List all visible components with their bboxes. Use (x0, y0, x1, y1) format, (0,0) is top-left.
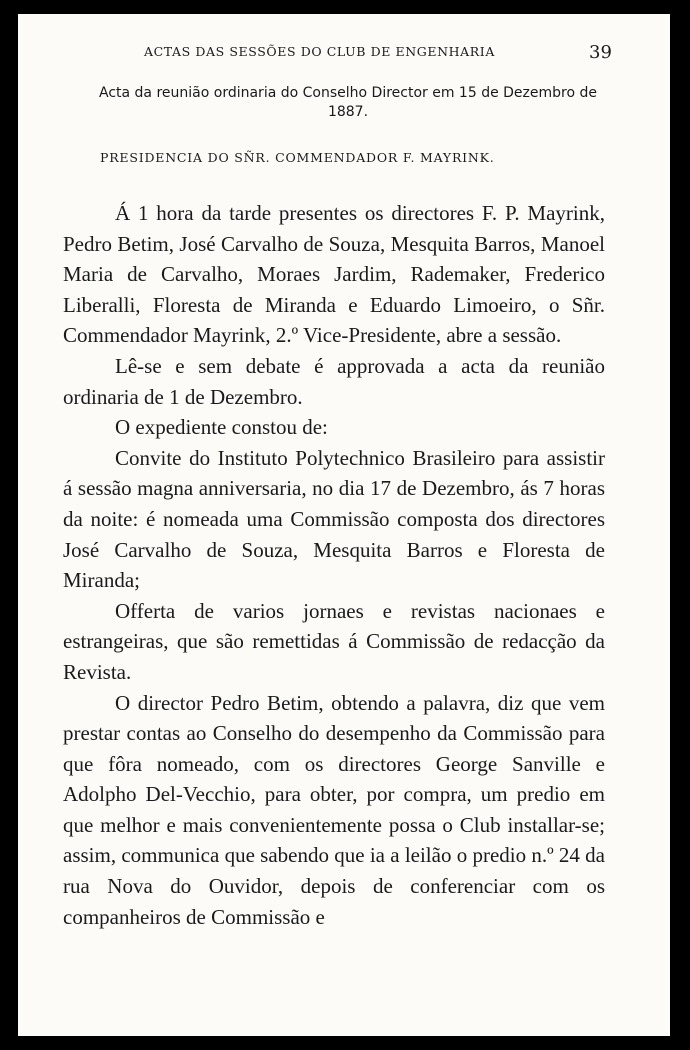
paragraph-minutes-approved: Lê-se e sem debate é approvada a acta da reunião ordinaria de 1 de Dezembro. (63, 353, 605, 409)
paragraph-correspondence-intro: O expediente constou de: (115, 415, 328, 440)
body-text (63, 198, 605, 932)
minutes-title: Acta da reunião ordinaria do Conselho Director em 15 de Dezembro de 1887. (99, 85, 597, 120)
paragraph-invitation: Convite do Instituto Polytechnico Brasileiro para assistir á sessão magna anniversaria, no dia 17 de Dezembro, ás 7 horas da noite: é nomeada uma Commissão composta dos directores José Carvalho de Souza, Mesquita Barros e Floresta de Miranda; (63, 445, 605, 593)
running-header (18, 44, 670, 68)
paragraph-offering: Offerta de varios jornaes e revistas nacionaes e estrangeiras, que são remettidas á Commissão de redacção da Revista. (63, 598, 605, 684)
page-number: 39 (589, 42, 612, 63)
paragraph-building-report: O director Pedro Betim, obtendo a palavra, diz que vem prestar contas ao Conselho do desempenho da Commissão para que fôra nomeado, com os directores George Sanville e Adolpho Del-Vecchio, para obter, por compra, um predio em que melhor e mais convenientemente possa o Club installar-se; assim, communica que sabendo que ia a leilão o predio n.º 24 da rua Nova do Ouvidor, depois de conferenciar com os companheiros de Commissão e (63, 690, 605, 929)
presidency-heading: PRESIDENCIA DO SÑR. COMMENDADOR F. MAYRINK. (100, 150, 495, 165)
running-title: ACTAS DAS SESSÕES DO CLUB DE ENGENHARIA (144, 44, 495, 59)
book-page (18, 14, 670, 1036)
paragraph-attendance: Á 1 hora da tarde presentes os directores F. P. Mayrink, Pedro Betim, José Carvalho de Souza, Mesquita Barros, Manoel Maria de Carvalho, Moraes Jardim, Rademaker, Frederico Liberalli, Floresta de Miranda e Eduardo Limoeiro, o Sñr. Commendador Mayrink, 2.º Vice-Presidente, abre a sessão. (63, 201, 605, 348)
